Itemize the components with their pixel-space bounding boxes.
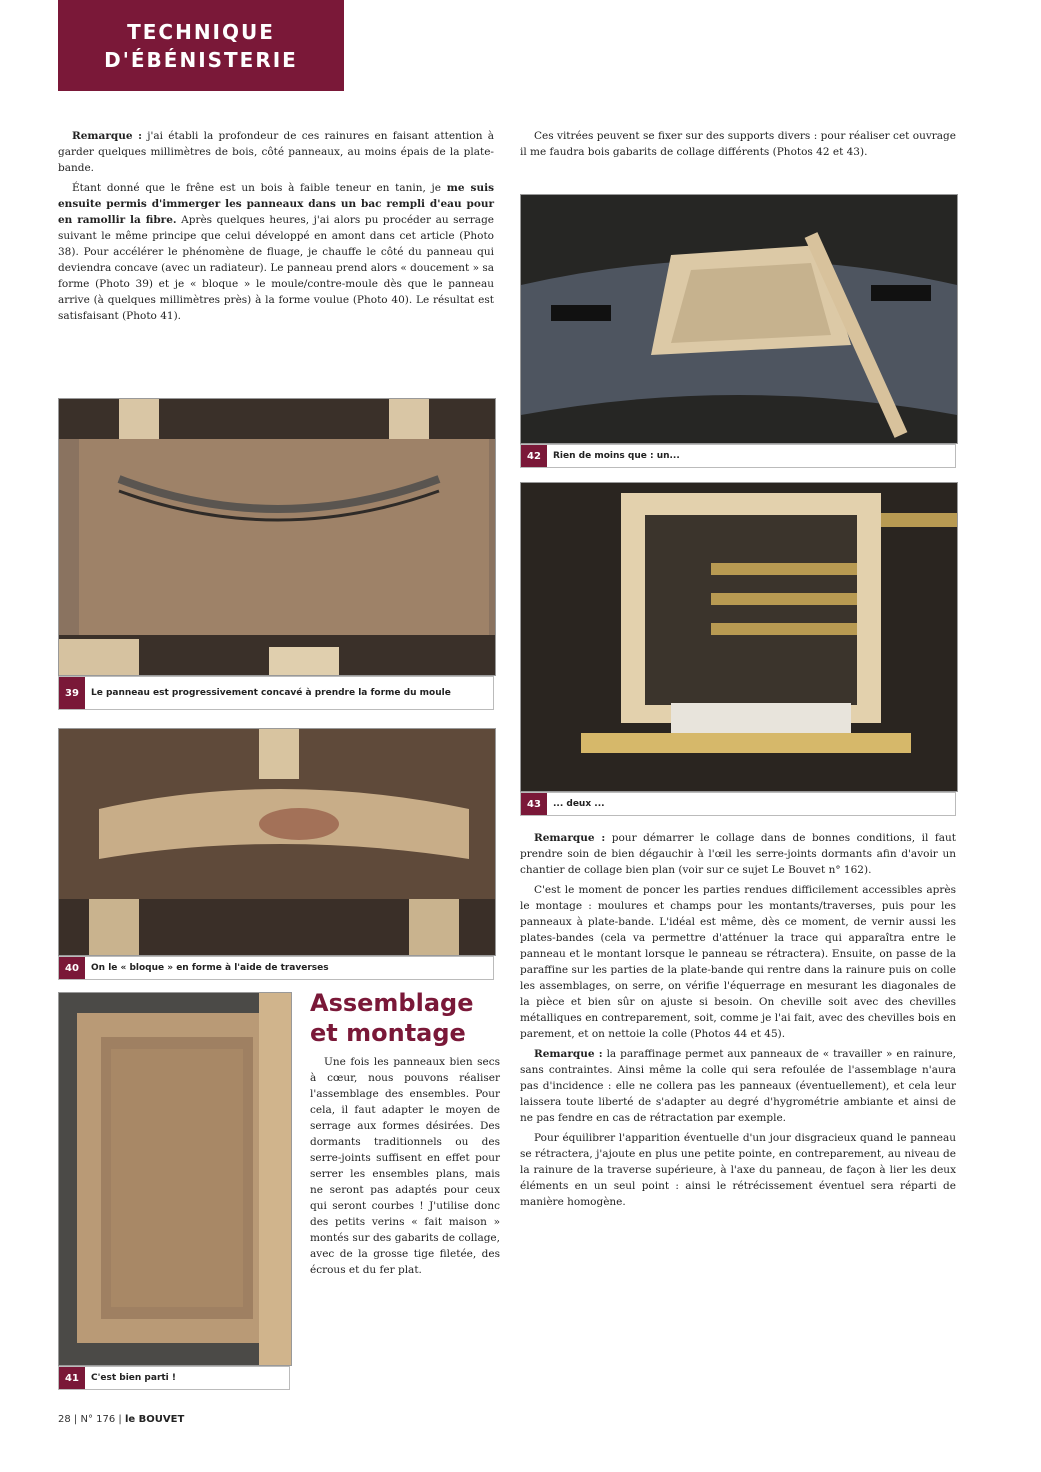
assemblage-text	[310, 1054, 500, 1282]
caption-42-number: 42	[521, 445, 547, 467]
caption-42	[520, 444, 956, 468]
right-bottom-text	[520, 830, 956, 1214]
caption-43	[520, 792, 956, 816]
remark-label: Remarque :	[72, 130, 142, 142]
paragraph-2	[58, 180, 494, 324]
remark-3-body: la paraffinage permet aux panneaux de « travailler » en rainure, sans contraintes. Ainsi même la colle qui sera refoulée de l'assemblage n'aura pas d'incidence : elle ne collera pas les panneaux (éventuellement), et cela leur laissera toute liberté de s'adapter au degré d'hygrométrie ambiante et ainsi de ne pas fendre en cas de rétractation par exemple.	[520, 1048, 956, 1124]
left-intro-text	[58, 128, 494, 328]
photo-42-image	[521, 195, 957, 443]
caption-43-number: 43	[521, 793, 547, 815]
p2-start: Étant donné que le frêne est un bois à faible teneur en tanin, je	[72, 182, 442, 194]
paragraph-equilibrer: Pour équilibrer l'apparition éventuelle d'un jour disgracieux quand le panneau se rétractera, j'ajoute en plus une petite pointe, en contreparement, au niveau de la rainure de la traverse supérieure, à l'axe du panneau, de façon à lier les deux éléments en un seul point : ainsi le rétrécissement éventuel sera réparti de manière homogène.	[520, 1132, 956, 1208]
header-line-2: D'ÉBÉNISTERIE	[104, 47, 298, 72]
caption-40-text: On le « bloque » en forme à l'aide de traverses	[91, 963, 329, 973]
caption-40-number: 40	[59, 957, 85, 979]
section-header-tag	[58, 0, 344, 91]
caption-41-number: 41	[59, 1367, 85, 1389]
photo-40	[58, 728, 496, 956]
photo-43-image	[521, 483, 957, 791]
caption-41	[58, 1366, 290, 1390]
caption-39-number: 39	[59, 677, 85, 709]
remark-3-label: Remarque :	[534, 1048, 603, 1060]
p2-end: Après quelques heures, j'ai alors pu procéder au serrage suivant le même principe que celui développé en amont dans cet article (Photo 38). Pour accélérer le phénomène de fluage, je chauffe le côté du panneau qui deviendra concave (avec un radiateur). Le panneau prend alors « doucement » sa forme (Photo 39) et je « bloque » le moule/contre-moule dès que le panneau arrive (à quelques millimètres près) à la forme voulue (Photo 40). Le résultat est satisfaisant (Photo 41).	[58, 214, 495, 322]
header-line-1: TECHNIQUE	[127, 19, 275, 44]
caption-42-text: Rien de moins que : un...	[553, 451, 680, 461]
paragraph-remark-3	[520, 1046, 956, 1126]
caption-41-text: C'est bien parti !	[91, 1373, 177, 1383]
paragraph-remark-2	[520, 830, 956, 878]
caption-39	[58, 676, 494, 710]
photo-43	[520, 482, 958, 792]
photo-41-image	[59, 993, 291, 1365]
photo-41	[58, 992, 292, 1366]
caption-40	[58, 956, 494, 980]
remark-2-body: pour démarrer le collage dans de bonnes conditions, il faut prendre soin de bien dégauchir à l'œil les serre-joints dormants afin d'avoir un chantier de collage bien plan (voir sur ce sujet Le Bouvet n° 162).	[520, 832, 956, 876]
photo-42	[520, 194, 958, 444]
page-number: 28	[58, 1414, 71, 1425]
magazine-brand: le BOUVET	[124, 1414, 185, 1425]
page-footer: 28 | N° 176 | le BOUVET	[58, 1414, 185, 1425]
photo-39-image	[59, 399, 495, 675]
paragraph-assemblage: Une fois les panneaux bien secs à cœur, nous pouvons réaliser l'assemblage des ensembles. Pour cela, il faut adapter le moyen de serrage aux formes désirées. Des dormants traditionnels ou des serre-joints suffisent en effet pour serrer les ensembles plans, mais ne seront pas adaptés pour ceux qui seront courbes ! J'utilise donc des petits verins « fait maison » montés sur des gabarits de collage, avec de la grosse tige filetée, des écrous et du fer plat.	[310, 1056, 500, 1276]
remark-2-label: Remarque :	[534, 832, 606, 844]
paragraph-remark-1	[58, 128, 494, 176]
remark-1-body: j'ai établi la profondeur de ces rainures en faisant attention à garder quelques millimètres de bois, côté panneaux, au moins épais de la plate-bande.	[58, 130, 494, 174]
issue-number: N° 176	[80, 1414, 116, 1425]
caption-39-text: Le panneau est progressivement concavé à prendre la forme du moule	[91, 688, 451, 698]
caption-43-text: ... deux ...	[553, 799, 605, 809]
p2-bold: me suis ensuite permis d'immerger les panneaux dans un bac rempli d'eau pour en ramollir la fibre.	[58, 182, 494, 226]
photo-40-image	[59, 729, 495, 955]
photo-39	[58, 398, 496, 676]
paragraph-right-top: Ces vitrées peuvent se fixer sur des supports divers : pour réaliser cet ouvrage il me faudra bois gabarits de collage différents (Photos 42 et 43).	[520, 130, 956, 158]
right-top-text	[520, 128, 956, 164]
section-title-assemblage: Assemblage et montage	[310, 989, 474, 1047]
paragraph-poncer: C'est le moment de poncer les parties rendues difficilement accessibles après le montage : moulures et champs pour les montants/traverses, puis pour les panneaux à plate-bande. L'idéal est même, dès ce moment, de vernir aussi les plates-bandes (cela va permettre d'atténuer la trace qui apparaîtra entre le panneau et le montant lorsque le panneau se rétractera). Ensuite, on passe de la paraffine sur les parties de la plate-bande qui rentre dans la rainure puis on colle les assemblages, on serre, on vérifie l'équerrage en mesurant les diagonales de la pièce et bien sûr on ajuste si besoin. On cheville soit avec des chevilles métalliques en contreparement, soit, comme je l'ai fait, avec des chevilles bois en parement, et on nettoie la colle (Photos 44 et 45).	[520, 884, 956, 1040]
